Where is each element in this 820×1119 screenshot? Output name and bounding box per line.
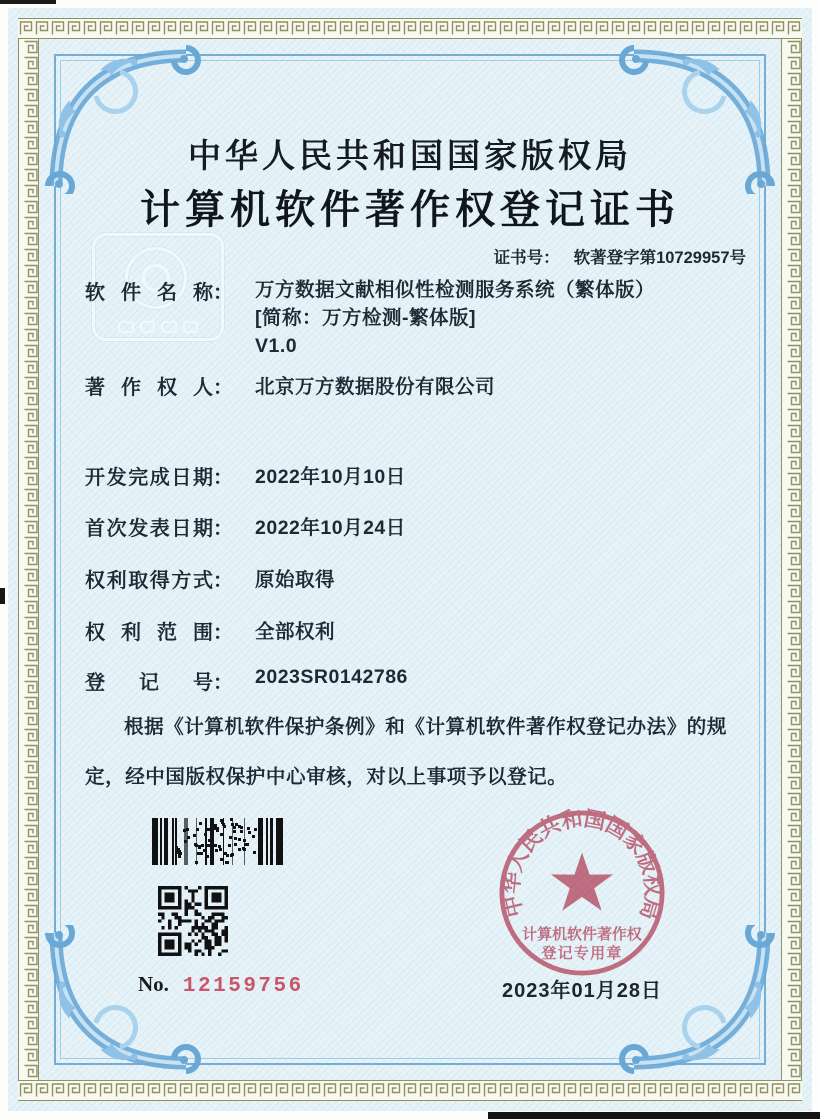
field-dev-complete-date: 开发完成日期 ： 2022年10月10日 <box>85 461 406 490</box>
field-label: 著作权人 <box>85 377 213 399</box>
seal-text-line1: 计算机软件著作权 <box>522 925 642 943</box>
field-value: 原始取得 <box>255 569 336 591</box>
scan-artifact-top-left <box>0 0 56 4</box>
field-label: 权利取得方式 <box>85 570 213 592</box>
qr-code-icon <box>158 886 228 956</box>
field-value: 全部权利 <box>255 621 336 643</box>
seal-ring-text: 中华人民共和国国家版权局 <box>497 805 666 924</box>
field-software-name: 软件名称 ： 万方数据文献相似性检测服务系统（繁体版） [简称：万方检测-繁体版] V1.0 <box>85 276 655 360</box>
certificate <box>8 8 812 1111</box>
field-rights-scope: 权利范围 ： 全部权利 <box>85 616 335 645</box>
barcode-icon <box>152 818 284 865</box>
field-label: 权利范围 <box>85 622 213 644</box>
field-value: 万方数据文献相似性检测服务系统（繁体版） [简称：万方检测-繁体版] V1.0 <box>255 279 656 357</box>
certificate-number: 证书号： 软著登字第10729957号 <box>493 249 746 267</box>
seal-star-icon <box>551 853 613 911</box>
field-label: 登记号 <box>85 672 213 694</box>
registration-statement: 根据《计算机软件保护条例》和《计算机软件著作权登记办法》的规定，经中国版权保护中心审核，对以上事项予以登记。 <box>85 716 728 788</box>
document-title: 计算机软件著作权登记证书 <box>140 188 680 232</box>
issue-date: 2023年01月28日 <box>502 980 662 1002</box>
field-label: 软件名称 <box>85 282 213 304</box>
greek-key-border-top <box>18 18 802 39</box>
serial-number: 12159756 <box>182 975 304 998</box>
field-registration-no: 登记号 ： 2023SR0142786 <box>85 666 408 694</box>
scan-shadow-bottom <box>488 1112 820 1119</box>
greek-key-border-bottom <box>18 1080 802 1101</box>
certificate-number-value: 软著登字第10729957号 <box>573 249 746 267</box>
field-copyright-owner: 著作权人 ： 北京万方数据股份有限公司 <box>85 371 495 400</box>
field-value: 2022年10月10日 <box>255 466 406 488</box>
field-value: 2022年10月24日 <box>255 517 406 539</box>
field-value: 北京万方数据股份有限公司 <box>255 376 496 398</box>
field-label: 首次发表日期 <box>85 518 213 540</box>
serial-label: No. <box>138 972 169 996</box>
field-label: 开发完成日期 <box>85 467 213 489</box>
field-rights-acquisition: 权利取得方式 ： 原始取得 <box>85 564 335 593</box>
seal-text-line2: 登记专用章 <box>541 945 623 963</box>
issuer-title: 中华人民共和国国家版权局 <box>188 137 632 174</box>
serial-number-row <box>138 972 304 998</box>
field-value: 2023SR0142786 <box>255 666 408 688</box>
official-seal-icon <box>494 805 670 981</box>
certificate-number-label: 证书号 <box>493 249 544 267</box>
scan-artifact-left <box>0 588 5 604</box>
field-first-publish-date: 首次发表日期 ： 2022年10月24日 <box>85 512 406 541</box>
